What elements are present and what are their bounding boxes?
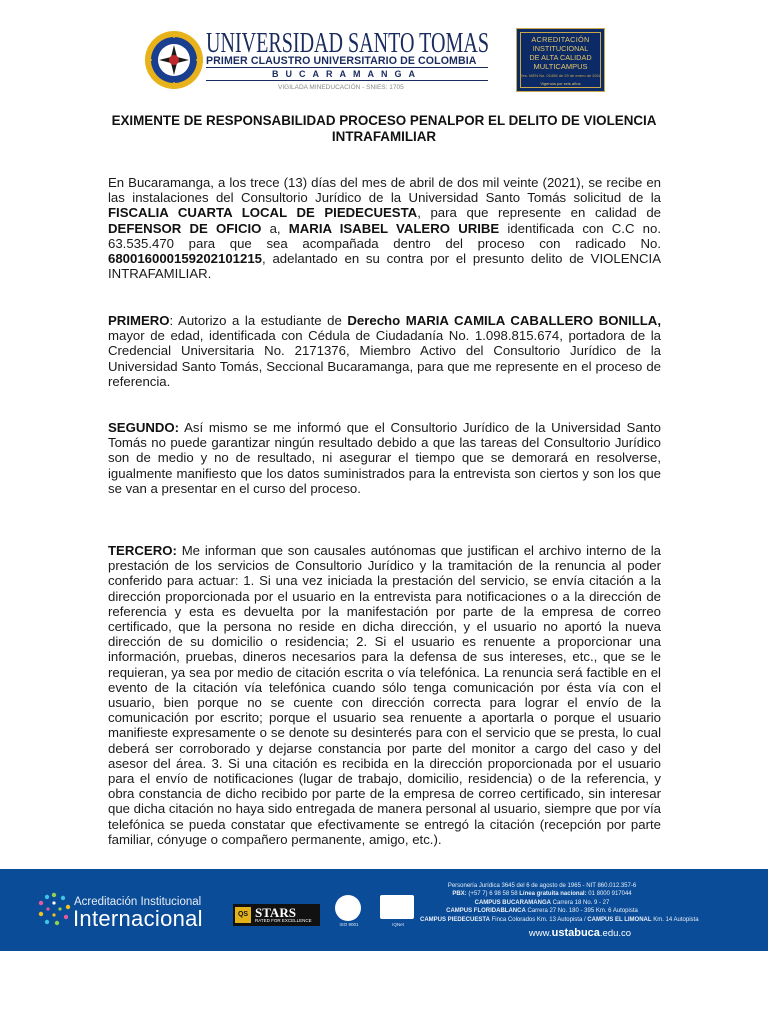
footer-campus-line: CAMPUS PIEDECUESTA Finca Colorados Km. 13 Autopista / CAMPUS EL LIMONAL Km. 14 Autopista — [420, 916, 699, 923]
accreditation-text: ACREDITACIÓN — [531, 35, 590, 44]
footer-phone-line: PBX: (+57 7) 6 98 58 58 Línea gratuita nacional: 01 8000 917044 — [452, 891, 632, 898]
primero-paragraph: PRIMERO: Autorizo a la estudiante de Derecho MARIA CAMILA CABALLERO BONILLA, mayor de edad, identificada con Cédula de Ciudadanía No. 1.098.815.674, portadora de la Credencial Universitaria No. 2171376, Miembro Activo del Consultorio Jurídico de la Universidad Santo Tomás, Seccional Bucaramanga, para que me represente en el proceso de referencia. — [108, 313, 661, 389]
iso-certification-icon — [335, 895, 361, 921]
intro-paragraph: En Bucaramanga, a los trece (13) días del mes de abril de dos mil veinte (2021), se recibe en las instalaciones del Consultorio Jurídico de la Universidad Santo Tomás solicitud de la FISCALIA CUARTA LOCAL DE PIEDECUESTA, para que represente en calidad de DEFENSOR DE OFICIO a, MARIA ISABEL VALERO URIBE identificada con C.C no. 63.535.470 para que sea acompañada dentro del proceso con radicado No. 680016000159202101215, adelantado en su contra por el presunto delito de VIOLENCIA INTRAFAMILIAR. — [108, 175, 661, 282]
header-divider — [206, 80, 488, 81]
qs-stars-logo: QS STARS RATED FOR EXCELLENCE — [233, 904, 320, 926]
university-subtitle: PRIMER CLAUSTRO UNIVERSITARIO DE COLOMBIA — [206, 55, 477, 67]
university-name — [206, 25, 496, 59]
accreditation-dots-icon — [36, 891, 72, 927]
header-divider — [206, 67, 488, 68]
accreditation-text: INSTITUCIONAL — [532, 44, 589, 53]
document-title: EXIMENTE DE RESPONSABILIDAD PROCESO PENALPOR EL DELITO DE VIOLENCIA INTRAFAMILIAR — [111, 113, 657, 144]
iso-label: ISO 9001 — [339, 922, 359, 927]
accreditation-text: Res. MEN No. 01456 de 29 de enero de 2016 — [519, 73, 602, 78]
accreditation-text: MULTICAMPUS — [533, 62, 588, 71]
footer-band — [0, 869, 768, 951]
segundo-paragraph: SEGUNDO: Así mismo se me informó que el Consultorio Jurídico de la Universidad Santo Tomás no puede garantizar ningún resultado debido a que las tareas del Consultorio Jurídico son de medio y no de resultado, ni asegurar el tiempo que se demorará en resolverse, igualmente manifiesto que los datos suministrados para la entrevista son ciertos y son los que se van a presentar en el curso del proceso. — [108, 420, 661, 496]
footer-legal-line: Personería Jurídica 3645 del 6 de agosto de 1965 - NIT 860.012.357-6 — [447, 883, 637, 889]
university-city: BUCARAMANGA — [272, 69, 422, 79]
university-seal-logo — [144, 30, 204, 90]
iqnet-label: IQNet — [392, 922, 404, 927]
accreditation-badge — [516, 28, 605, 92]
footer-website-link[interactable]: www.ustabuca.edu.co — [528, 927, 632, 939]
footer-accreditation-label: Acreditación Institucional — [74, 896, 202, 908]
accreditation-text: DE ALTA CALIDAD — [529, 53, 592, 62]
footer-campus-line: CAMPUS BUCARAMANGA Carrera 18 No. 9 - 27 — [474, 899, 610, 906]
tercero-paragraph: TERCERO: Me informan que son causales autónomas que justifican el archivo interno de la prestación de los servicios de Consultorio Jurídico y la tramitación de la renuncia al poder conferido para actuar: 1. Si una vez iniciada la prestación del servicio, se envía citación a la dirección proporcionada por el usuario en la entrevista para notificaciones o a la dirección de referencia y esta es devuelta por la manifestación por parte de la empresa de correo certificado, que la persona no reside en dicha dirección, y el usuario no aportó la nueva dirección de su domicilio o residencia; 2. Si el usuario es renuente a proporcionar una información, pruebas, dineros necesarios para la defensa de sus intereses, etc., que se le requieran, ya sea por medio de citación escrita o vía telefónica. La renuncia será factible en el evento de la citación vía telefónica cuando sólo tenga comunicación por ésta vía con el usuario, bien porque no se cuente con dirección correcta para lograr el envío de la comunicación por escrito; porque el usuario sea renuente a aportarla o porque el usuario manifieste expresamente o se denote su desinterés para con el servicio que se presta, lo cual deberá ser corroborado y dejarse constancia por parte del monitor a cargo del caso y del asesor del área. 3. Si una citación es recibida en la dirección proporcionada por el usuario para el envío de notificaciones (lugar de trabajo, domicilio, residencia) o de la referencia, y obra constancia de dicho recibido por parte de la empresa de correo certificado, sin interesar que dicha citación no haya sido entregada de manera personal al usuario, siempre que por vía telefónica se pueda constatar que efectivamente se entregó la citación (recepción por parte familiar, cónyuge o compañero permanente, amigo, etc.). — [108, 543, 661, 847]
footer-campus-line: CAMPUS FLORIDABLANCA Carrera 27 No. 180 - 395 Km. 6 Autopista — [446, 908, 638, 915]
footer-contact-info — [420, 882, 699, 924]
accreditation-text: Vigencia por seis años — [540, 81, 581, 86]
vigilada-note: VIGILADA MINEDUCACIÓN - SNIES: 1705 — [278, 84, 404, 91]
iqnet-certification-icon — [380, 895, 414, 919]
svg-text:UNIVERSIDAD SANTO TOMAS: UNIVERSIDAD SANTO TOMAS — [206, 27, 489, 59]
footer-accreditation-title: Internacional — [73, 906, 203, 931]
